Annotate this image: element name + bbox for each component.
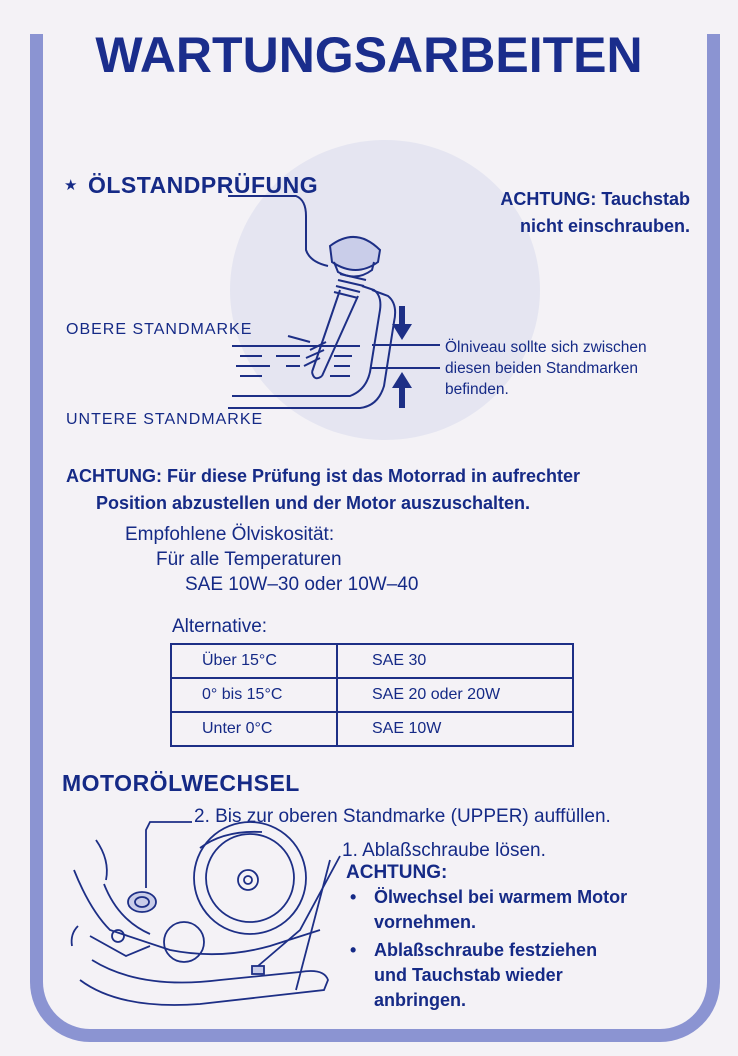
rule-2-line1: Ablaßschraube festziehen — [374, 940, 598, 960]
bullet-icon: • — [350, 887, 357, 907]
grade-cell: SAE 20 oder 20W — [337, 678, 573, 712]
star-icon: ★ — [64, 177, 78, 194]
rule-1-line2: vornehmen. — [374, 912, 477, 932]
dipstick-caution-line2: nicht einschrauben. — [519, 216, 690, 236]
grade-cell: SAE 30 — [337, 644, 573, 678]
temp-cell: Unter 0°C — [171, 712, 337, 746]
upright-warning-line2: Position abzustellen und der Motor auszuschalten. — [96, 493, 531, 513]
viscosity-line1: Empfohlene Ölviskosität: — [125, 524, 335, 545]
oil-check-heading-text: ÖLSTANDPRÜFUNG — [87, 172, 319, 198]
grade-cell: SAE 10W — [337, 712, 573, 746]
level-note-line3: befinden. — [445, 381, 509, 398]
lower-mark-label: UNTERE STANDMARKE — [66, 411, 264, 428]
temp-cell: 0° bis 15°C — [171, 678, 337, 712]
level-note-line1: Ölniveau sollte sich zwischen — [445, 339, 647, 356]
rule-1-line1: Ölwechsel bei warmem Motor — [374, 887, 628, 907]
level-note-line2: diesen beiden Standmarken — [445, 360, 639, 377]
viscosity-line3: SAE 10W–30 oder 10W–40 — [185, 574, 419, 595]
rule-2-line2: und Tauchstab wieder — [374, 965, 563, 985]
upright-warning-line1: ACHTUNG: Für diese Prüfung ist das Motorrad in aufrechter — [66, 466, 581, 486]
temp-cell: Über 15°C — [171, 644, 337, 678]
oil-change-heading: MOTORÖLWECHSEL — [62, 770, 300, 796]
dipstick-caution-line1: ACHTUNG: Tauchstab — [500, 189, 690, 209]
page-title: WARTUNGSARBEITEN — [95, 27, 643, 83]
rule-2-line3: anbringen. — [374, 990, 467, 1010]
bullet-icon: • — [350, 940, 357, 960]
oil-change-achtung: ACHTUNG: — [346, 862, 448, 883]
viscosity-line2: Für alle Temperaturen — [156, 549, 342, 570]
alternative-label: Alternative: — [172, 616, 268, 637]
step-2: 2. Bis zur oberen Standmarke (UPPER) auffüllen. — [194, 806, 611, 827]
upper-mark-label: OBERE STANDMARKE — [66, 321, 253, 338]
step-1: 1. Ablaßschraube lösen. — [342, 840, 546, 861]
